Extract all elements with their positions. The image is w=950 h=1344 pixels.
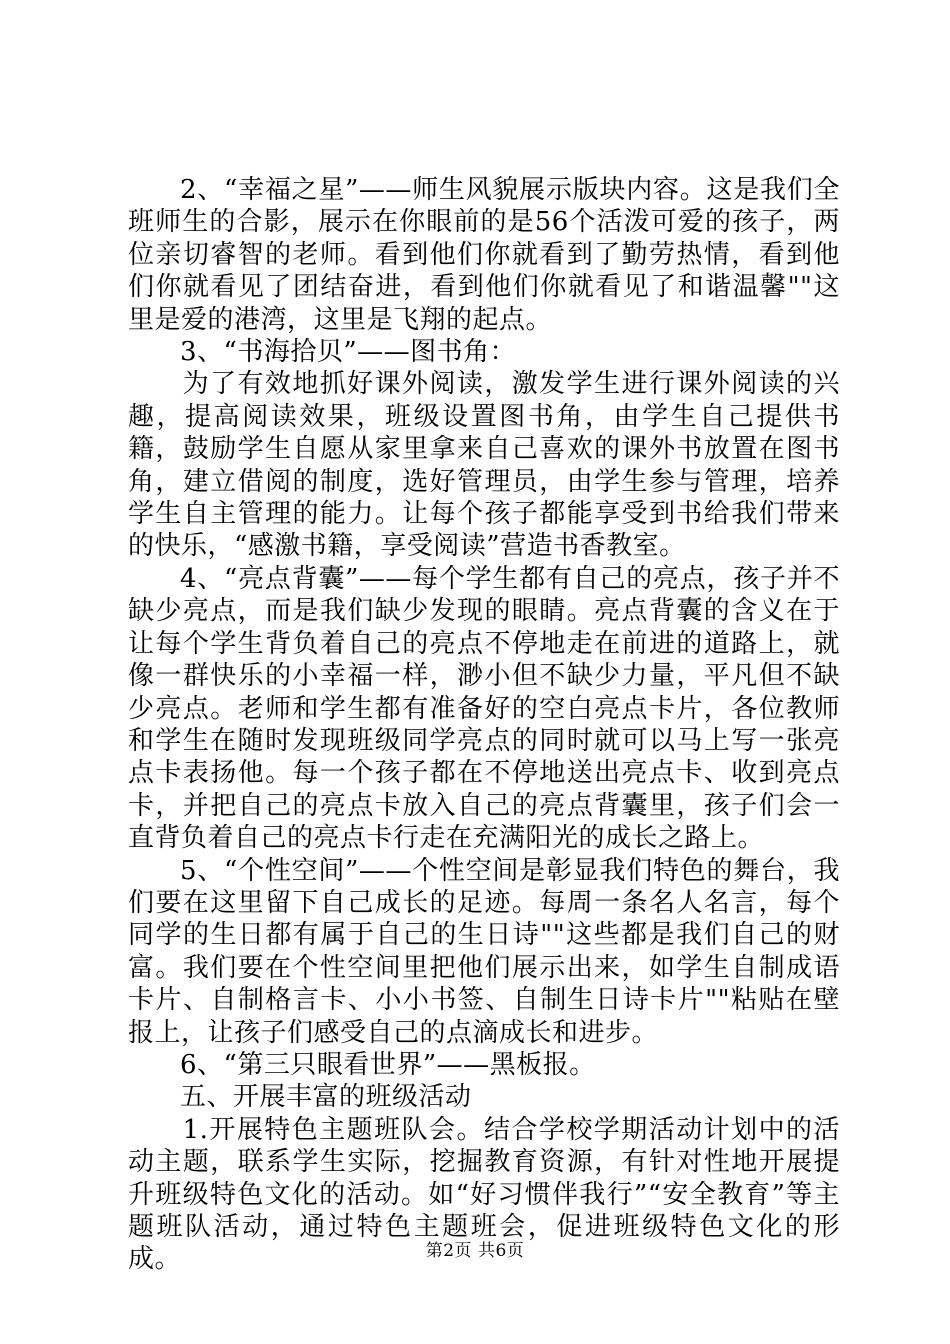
paragraph-book-corner-heading: 3、“书海拾贝”——图书角：	[180, 337, 517, 368]
page-number-footer: 第2页 共6页	[425, 1241, 525, 1261]
paragraph-theme-meetings: 1.开展特色主题班队会。结合学校学期活动计划中的活动主题，联系学生实际，挖掘教育资源，有针对性地开展提升班级特色文化的活动。如“好习惯伴我行”“安全教育”等主题班队活动，通过特色主题班会，促进班级特色文化的形成。	[128, 1114, 840, 1275]
paragraph-personal-space: 5、“个性空间”——个性空间是彰显我们特色的舞台，我们要在这里留下自己成长的足迹。每周一条名人名言，每个同学的生日都有属于自己的生日诗""这些都是我们自己的财富。我们要在个性空间里把他们展示出来，如学生自制成语卡片、自制格言卡、小小书签、自制生日诗卡片""粘贴在壁报上，让孩子们感受自己的点滴成长和进步。	[128, 855, 840, 1048]
paragraph-book-corner: 为了有效地抓好课外阅读，激发学生进行课外阅读的兴趣，提高阅读效果，班级设置图书角，由学生自己提供书籍，鼓励学生自愿从家里拿来自己喜欢的课外书放置在图书角，建立借阅的制度，选好管理员，由学生参与管理，培养学生自主管理的能力。让每个孩子都能享受到书给我们带来的快乐，“感激书籍，享受阅读”营造书香教室。	[128, 369, 840, 562]
paragraph-happiness-star: 2、“幸福之星”——师生风貌展示版块内容。这是我们全班师生的合影，展示在你眼前的是56个活泼可爱的孩子，两位亲切睿智的老师。看到他们你就看到了勤劳热情，看到他们你就看见了团结奋进，看到他们你就看见了和谐温馨""这里是爱的港湾，这里是飞翔的起点。	[128, 175, 840, 335]
section-heading-class-activities: 五、开展丰富的班级活动	[180, 1082, 472, 1113]
document-body	[128, 174, 840, 1276]
paragraph-blackboard: 6、“第三只眼看世界”——黑板报。	[180, 1049, 596, 1080]
paragraph-highlight-backpack: 4、“亮点背囊”——每个学生都有自己的亮点，孩子并不缺少亮点，而是我们缺少发现的眼睛。亮点背囊的含义在于让每个学生背负着自己的亮点不停地走在前进的道路上，就像一群快乐的小幸福一样，渺小但不缺少力量，平凡但不缺少亮点。老师和学生都有准备好的空白亮点卡片，各位教师和学生在随时发现班级同学亮点的同时就可以马上写一张亮点卡表扬他。每一个孩子都在不停地送出亮点卡、收到亮点卡，并把自己的亮点卡放入自己的亮点背囊里，孩子们会一直背负着自己的亮点卡行走在充满阳光的成长之路上。	[128, 563, 840, 854]
